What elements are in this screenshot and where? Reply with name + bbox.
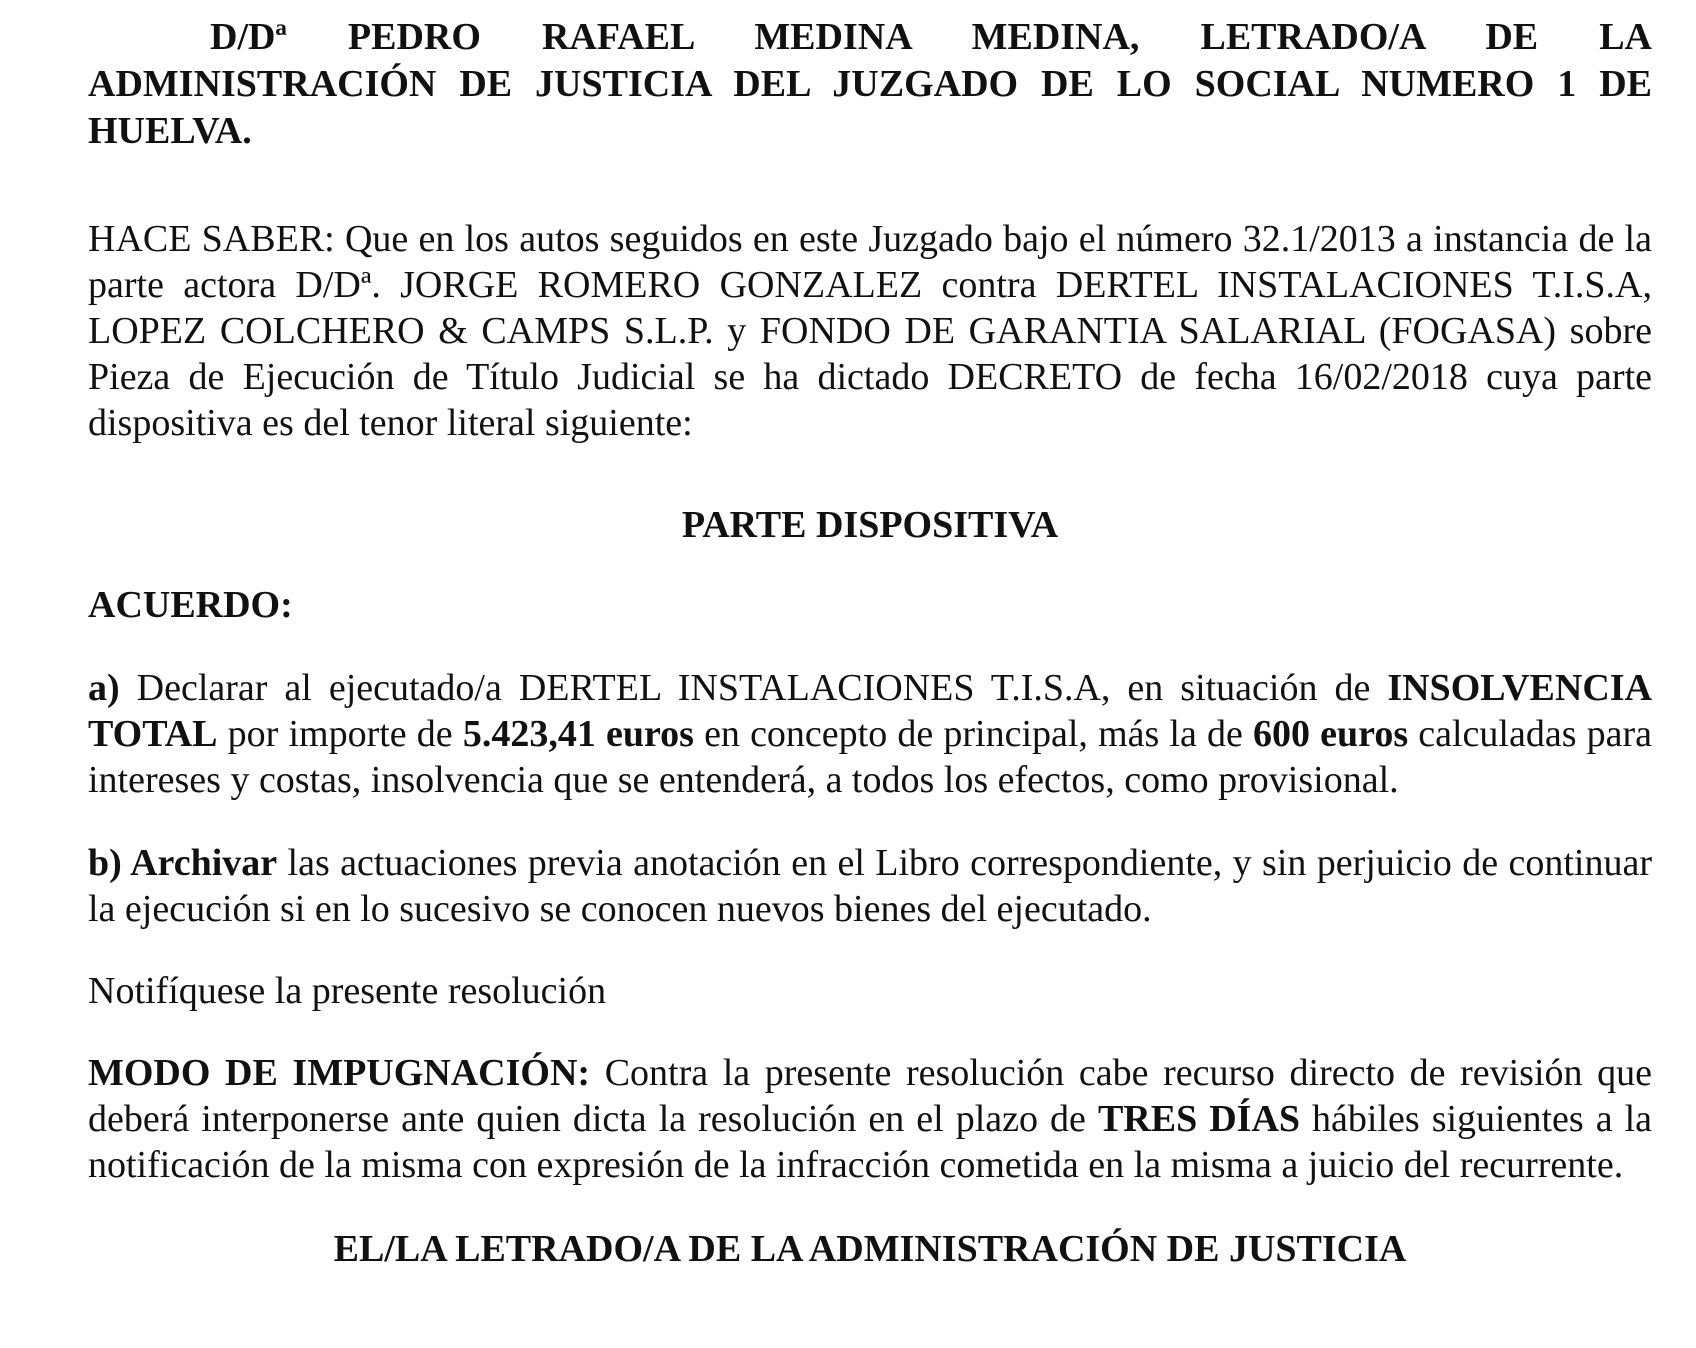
section-title: PARTE DISPOSITIVA bbox=[681, 504, 1059, 546]
paragraph-a bbox=[88, 665, 1652, 803]
impugnacion-text-1: Contra la presente resolución cabe recurso directo de revisión que deberá interponerse ante quien dicta la resolución en el plazo de bbox=[88, 1052, 1652, 1140]
paragraph-b-label: b) Archivar bbox=[88, 842, 278, 884]
notification-line: Notifíquese la presente resolución bbox=[88, 970, 607, 1012]
impugnacion-text-2: hábiles siguientes a la notificación de la misma con expresión de la infracción cometida en la misma a juicio del recurrente. bbox=[88, 1098, 1652, 1186]
paragraph-a-label: a) bbox=[88, 667, 120, 709]
impugnacion-label: MODO DE IMPUGNACIÓN: bbox=[88, 1052, 591, 1094]
document-page bbox=[88, 14, 1652, 1272]
intro-paragraph: HACE SABER: Que en los autos seguidos en este Juzgado bajo el número 32.1/2013 a instancia de la parte actora D/Dª. JORGE ROMERO GONZALEZ contra DERTEL INSTALACIONES T.I.S.A, LOPEZ COLCHERO & CAMPS S.L.P. y FONDO DE GARANTIA SALARIAL (FOGASA) sobre Pieza de Ejecución de Título Judicial se ha dictado DECRETO de fecha 16/02/2018 cuya parte dispositiva es del tenor literal siguiente: bbox=[88, 218, 1652, 444]
header-text: D/Dª PEDRO RAFAEL MEDINA MEDINA, LETRADO/A DE LA ADMINISTRACIÓN DE JUSTICIA DEL JUZGADO DE LO SOCIAL NUMERO 1 DE HUELVA. bbox=[88, 16, 1652, 152]
paragraph-a-text-2: por importe de bbox=[227, 713, 453, 755]
paragraph-a-text-3: en concepto de principal, más la de bbox=[704, 713, 1243, 755]
acuerdo-label: ACUERDO: bbox=[88, 584, 293, 626]
insolvencia-total: INSOLVENCIA TOTAL bbox=[88, 667, 1653, 755]
paragraph-b-text: las actuaciones previa anotación en el Libro correspondiente, y sin perjuicio de continuar la ejecución si en lo sucesivo se conocen nuevos bienes del ejecutado. bbox=[88, 842, 1652, 930]
impugnacion-paragraph bbox=[88, 1050, 1652, 1188]
document-header bbox=[88, 14, 1652, 155]
costs-amount: 600 euros bbox=[1253, 713, 1409, 755]
paragraph-b bbox=[88, 840, 1652, 932]
tres-dias: TRES DÍAS bbox=[1097, 1098, 1301, 1140]
paragraph-a-text-1: Declarar al ejecutado/a DERTEL INSTALACIONES T.I.S.A, en situación de bbox=[136, 667, 1371, 709]
paragraph-a-text-4: calculadas para intereses y costas, insolvencia que se entenderá, a todos los efectos, como provisional. bbox=[88, 713, 1653, 801]
principal-amount: 5.423,41 euros bbox=[462, 713, 694, 755]
signature-line: EL/LA LETRADO/A DE LA ADMINISTRACIÓN DE JUSTICIA bbox=[333, 1228, 1407, 1270]
